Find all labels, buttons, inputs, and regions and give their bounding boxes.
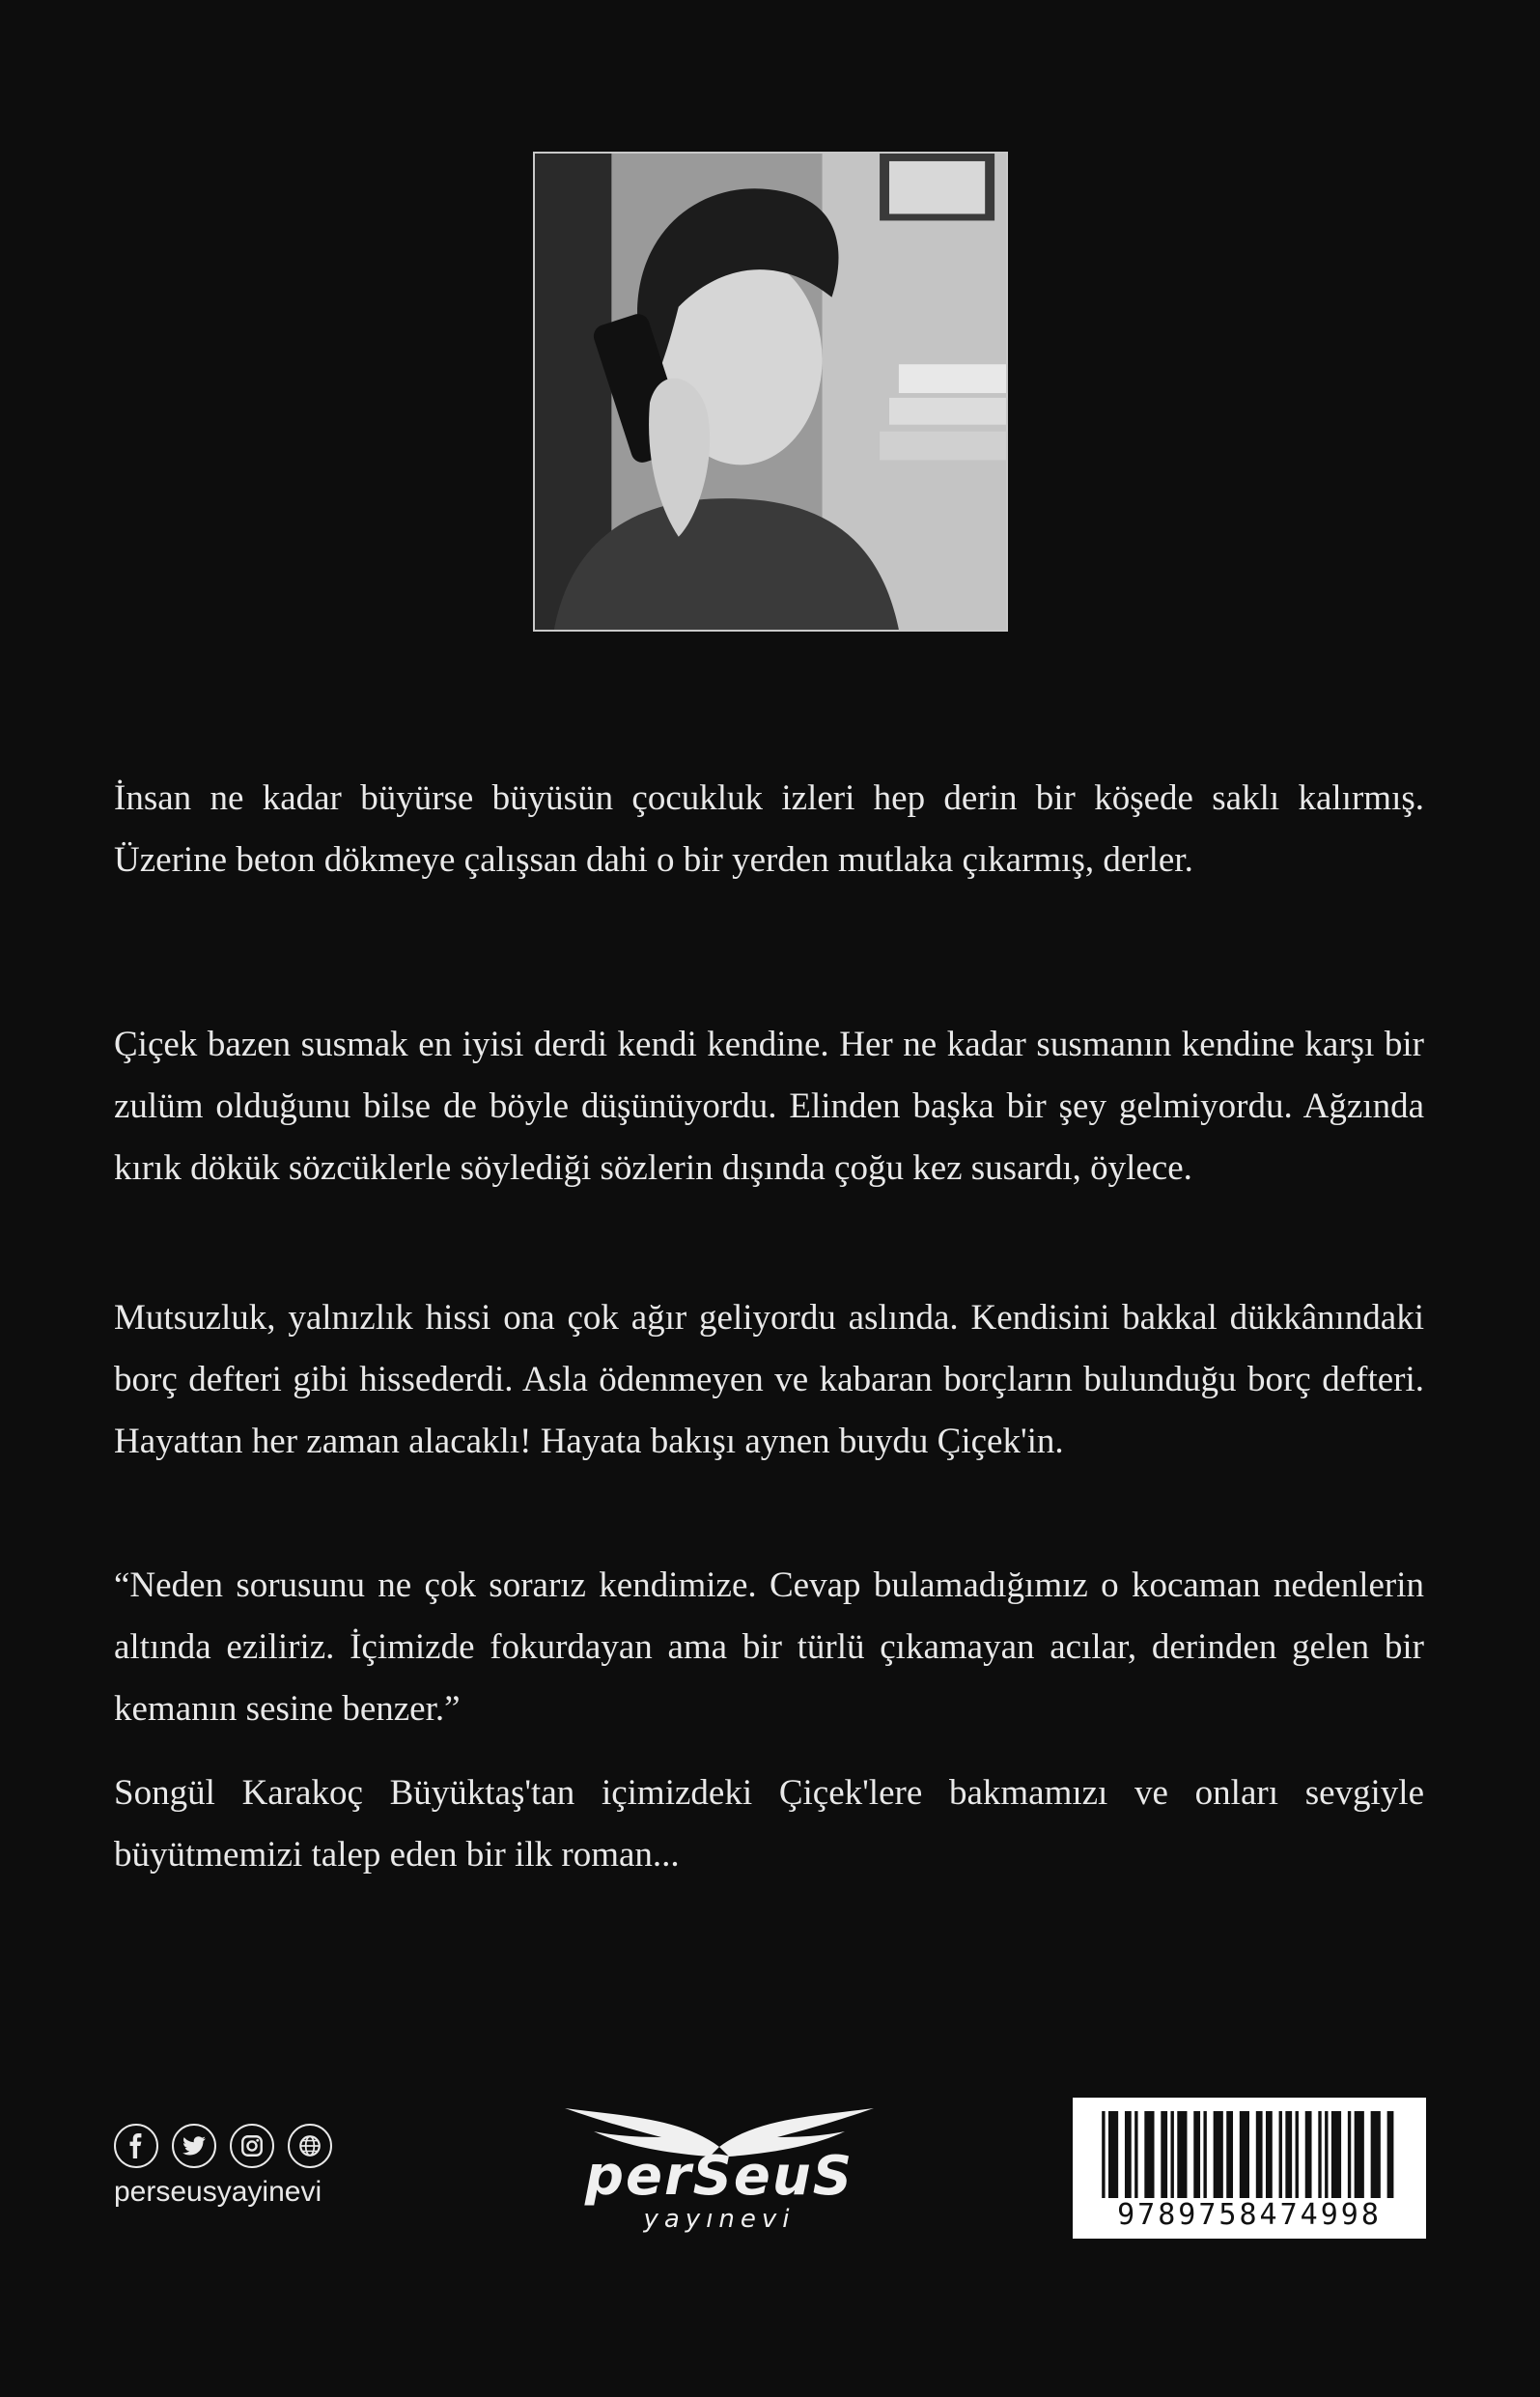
barcode-bar bbox=[1331, 2111, 1341, 2198]
barcode-bar bbox=[1161, 2111, 1167, 2198]
barcode-bar bbox=[1177, 2111, 1187, 2198]
barcode-bar bbox=[1285, 2111, 1292, 2198]
publisher-logo bbox=[565, 2108, 874, 2243]
barcode-bar bbox=[1240, 2111, 1249, 2198]
publisher-brand: perSeuS bbox=[584, 2145, 854, 2208]
barcode-bar bbox=[1266, 2111, 1273, 2198]
description-paragraph-2: Çiçek bazen susmak en iyisi derdi kendi kendine. Her ne kadar susmanın kendine karşı bir zulüm olduğunu bilse de böyle düşünüyordu. Elinden başka bir şey gelmiyordu. Ağzında kırık dökük sözcüklerle söylediği sözlerin dışında çoğu kez susardı, öylece. bbox=[114, 1025, 1424, 1188]
barcode-bar bbox=[1318, 2111, 1321, 2198]
publisher-sub: yayınevi bbox=[643, 2205, 796, 2234]
barcode-bar bbox=[1348, 2111, 1351, 2198]
facebook-icon[interactable] bbox=[114, 2124, 158, 2168]
barcode-bar bbox=[1203, 2111, 1206, 2198]
barcode-bar bbox=[1296, 2111, 1299, 2198]
description-paragraph-4: “Neden sorusunu ne çok sorarız kendimize. Cevap bulamadığımız o kocaman nedenlerin altında eziliriz. İçimizde fokurdayan ama bir türlü çıkamayan acılar, derinden gelen bir kemanın sesine benzer.” bbox=[114, 1565, 1424, 1729]
barcode-bar bbox=[1102, 2111, 1105, 2198]
social-icons bbox=[114, 2124, 332, 2168]
barcode-bar bbox=[1214, 2111, 1223, 2198]
description-paragraph-1: İnsan ne kadar büyürse büyüsün çocukluk izleri hep derin bir köşede saklı kalırmış. Üzerine beton dökmeye çalışsan dahi o bir yerden mutlaka çıkarmış, derler. bbox=[114, 778, 1424, 880]
barcode-bar bbox=[1144, 2111, 1154, 2198]
barcode-bar bbox=[1193, 2111, 1200, 2198]
barcode-bar bbox=[1325, 2111, 1328, 2198]
barcode-bar bbox=[1125, 2111, 1132, 2198]
barcode-bar bbox=[1108, 2111, 1118, 2198]
barcode-bar bbox=[1226, 2111, 1233, 2198]
barcode-bar bbox=[1134, 2111, 1137, 2198]
isbn-number: 9789758474998 bbox=[1117, 2198, 1382, 2232]
description-paragraph-3: Mutsuzluk, yalnızlık hissi ona çok ağır geliyordu aslında. Kendisini bakkal dükkânındaki borç defteri gibi hissederdi. Asla ödenmeyen ve kabaran borçların bulunduğu borç defteri. Hayattan her zaman alacaklı! Hayata bakışı aynen buydu Çiçek'in. bbox=[114, 1298, 1424, 1461]
instagram-icon[interactable] bbox=[230, 2124, 274, 2168]
author-portrait-image bbox=[535, 154, 1006, 630]
description-paragraph-5: Songül Karakoç Büyüktaş'tan içimizdeki Çiçek'lere bakmamızı ve onları sevgiyle büyütmemizi talep eden bir ilk roman... bbox=[114, 1773, 1424, 1875]
barcode-bar bbox=[1256, 2111, 1263, 2198]
barcode-bar bbox=[1371, 2111, 1381, 2198]
social-handle: perseusyayinevi bbox=[114, 2176, 322, 2208]
author-photo bbox=[533, 152, 1008, 632]
web-icon[interactable] bbox=[288, 2124, 332, 2168]
isbn-barcode bbox=[1073, 2098, 1426, 2239]
barcode-bar bbox=[1387, 2111, 1394, 2198]
barcode-bar bbox=[1305, 2111, 1312, 2198]
barcode-bar bbox=[1355, 2111, 1364, 2198]
barcode-bar bbox=[1279, 2111, 1282, 2198]
barcode-bars bbox=[1092, 2111, 1407, 2198]
twitter-icon[interactable] bbox=[172, 2124, 216, 2168]
barcode-bar bbox=[1171, 2111, 1174, 2198]
